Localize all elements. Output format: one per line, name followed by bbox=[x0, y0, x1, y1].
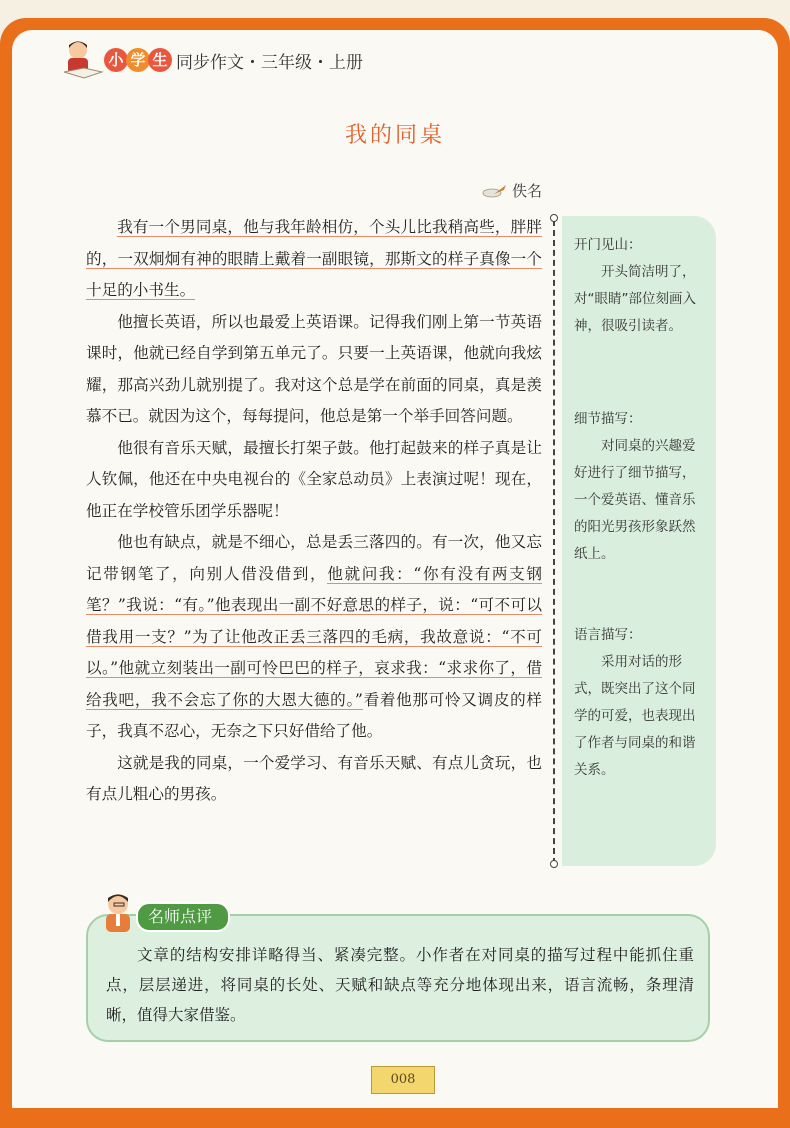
book-title: 同步作文・三年级・上册 bbox=[176, 52, 363, 73]
author-name: 佚名 bbox=[511, 182, 542, 200]
badge-char: 学 bbox=[126, 48, 150, 72]
dashed-divider bbox=[553, 220, 555, 864]
article-body bbox=[86, 212, 542, 811]
annotation-heading: 细节描写： bbox=[574, 411, 642, 427]
divider-end bbox=[550, 860, 558, 868]
divider-end bbox=[550, 214, 558, 222]
author-line bbox=[482, 180, 542, 201]
review-label: 名师点评 bbox=[136, 902, 230, 932]
book-header bbox=[62, 38, 363, 82]
review-text: 文章的结构安排详略得当、紧凑完整。小作者在对同桌的描写过程中能抓住重点，层层递进，将同桌的长处、天赋和缺点等充分地体现出来，语言流畅，条理清晰，值得大家借鉴。 bbox=[106, 946, 694, 1024]
page-number: 008 bbox=[371, 1066, 435, 1094]
annotation-text: 对同桌的兴趣爱好进行了细节描写，一个爱英语、懂音乐的阳光男孩形象跃然纸上。 bbox=[574, 438, 696, 562]
paragraph: 他很有音乐天赋，最擅长打架子鼓。他打起鼓来的样子真是让人钦佩，他还在中央电视台的《全家总动员》上表演过呢！现在，他正在学校管乐团学乐器呢！ bbox=[86, 438, 542, 520]
annotation-panel bbox=[562, 216, 716, 866]
reading-kid-icon bbox=[62, 38, 104, 82]
annotation-heading: 语言描写： bbox=[574, 627, 642, 643]
annotation-text: 采用对话的形式，既突出了这个同学的可爱，也表现出了作者与同桌的和谐关系。 bbox=[574, 654, 696, 778]
annotation bbox=[574, 406, 708, 568]
teacher-icon bbox=[98, 890, 142, 934]
paragraph: 这就是我的同桌，一个爱学习、有音乐天赋、有点儿贪玩，也有点儿粗心的男孩。 bbox=[86, 753, 542, 803]
paragraph: 我有一个男同桌，他与我年龄相仿，个头儿比我稍高些，胖胖的，一双炯炯有神的眼睛上戴着一副眼镜，那斯文的样子真像一个十足的小书生。 bbox=[86, 218, 542, 299]
badge-char: 生 bbox=[148, 48, 172, 72]
annotation-heading: 开门见山： bbox=[574, 237, 642, 253]
paragraph: 他也有缺点，就是不细心，总是丢三落四的。有一次，他又忘记带钢笔了，向别人借没借到，他就问我：“你有没有两支钢笔？”我说：“有。”他表现出一副不好意思的样子，说：“可不可以借我用一支？”为了让他改正丢三落四的毛病，我故意说：“不可以。”他就立刻装出一副可怜巴巴的样子，哀求我：“求求你了，借给我吧，我不会忘了你的大恩大德的。”看着他那可怜又调皮的样子，我真不忍心，无奈之下只好借给了他。 bbox=[86, 533, 542, 740]
teacher-review-box bbox=[86, 914, 710, 1042]
article-title: 我的同桌 bbox=[344, 123, 445, 148]
annotation bbox=[574, 232, 708, 340]
badge-char: 小 bbox=[104, 48, 128, 72]
paragraph: 他擅长英语，所以也最爱上英语课。记得我们刚上第一节英语课时，他就已经自学到第五单元了。只要一上英语课，他就向我炫耀，那高兴劲儿就别提了。我对这个总是学在前面的同桌，真是羡慕不已。就因为这个，每每提问，他总是第一个举手回答问题。 bbox=[86, 312, 542, 425]
annotation bbox=[574, 622, 708, 784]
annotation-text: 开头简洁明了，对“眼睛”部位刻画入神，很吸引读者。 bbox=[574, 264, 696, 334]
quill-icon bbox=[482, 184, 508, 198]
